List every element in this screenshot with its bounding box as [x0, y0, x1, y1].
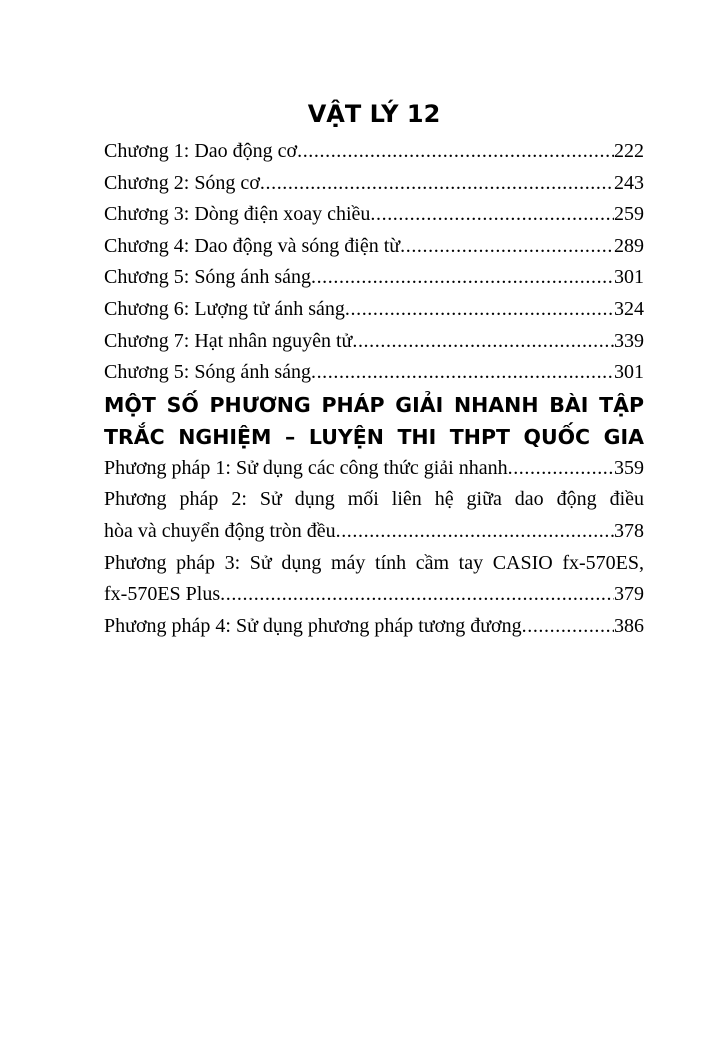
toc-entry-page: 222	[614, 140, 644, 162]
toc-entry-chapter-7	[104, 326, 644, 358]
toc-entry-label-line-2: fx-570ES Plus	[104, 583, 221, 606]
toc-leader-dots	[220, 579, 614, 611]
toc-entry-page: 259	[614, 203, 644, 226]
toc-entry-page: 378	[614, 519, 644, 542]
toc-entry-label-line-1: Phương pháp 2: Sử dụng mối liên hệ giữa dao động điều	[104, 488, 644, 511]
section-heading-line-1: MỘT SỐ PHƯƠNG PHÁP GIẢI NHANH BÀI TẬP	[104, 392, 644, 417]
toc-leader-dots	[345, 294, 614, 326]
toc-entry-label: Chương 5: Sóng ánh sáng	[104, 361, 311, 384]
toc-entry-label: Chương 2: Sóng cơ	[104, 171, 260, 194]
toc-entry-method-3	[104, 548, 644, 611]
toc-entry-label: Chương 7: Hạt nhân nguyên tử	[104, 329, 353, 352]
page-title: VẬT LÝ 12	[307, 100, 441, 128]
toc-entry-label: Phương pháp 1: Sử dụng các công thức giải nhanh	[104, 456, 508, 479]
toc-entry-chapter-1	[104, 136, 644, 168]
toc-entry-label: Chương 3: Dòng điện xoay chiều	[104, 203, 371, 226]
toc-entry-label: Chương 1: Dao động cơ	[104, 140, 298, 162]
toc-leader-dots	[400, 231, 614, 263]
toc-entry-chapter-2	[104, 168, 644, 200]
toc-entry-chapter-5	[104, 262, 644, 294]
toc-entry-chapter-4	[104, 231, 644, 263]
section-heading-line-2: TRẮC NGHIỆM – LUYỆN THI THPT QUỐC GIA	[104, 424, 644, 449]
toc-entry-page: 289	[614, 234, 644, 257]
toc-entry-method-1	[104, 453, 644, 485]
toc-entry-page: 243	[614, 171, 644, 194]
toc-leader-dots	[370, 199, 614, 231]
toc-entry-label: Chương 6: Lượng tử ánh sáng	[104, 297, 345, 320]
toc-entry-page: 359	[614, 456, 644, 479]
toc-entry-chapter-3	[104, 199, 644, 231]
method-list	[104, 453, 644, 643]
toc-entry-label-line-1: Phương pháp 3: Sử dụng máy tính cầm tay CASIO fx-570ES,	[104, 551, 644, 574]
toc-entry-page: 324	[614, 297, 644, 320]
toc-entry-page: 386	[614, 614, 644, 637]
toc-entry-page: 301	[614, 266, 644, 289]
toc-entry-label: Chương 5: Sóng ánh sáng	[104, 266, 311, 289]
toc-leader-dots	[508, 453, 614, 485]
toc-leader-dots	[311, 262, 614, 294]
table-of-contents	[104, 96, 644, 642]
toc-leader-dots	[352, 326, 614, 358]
toc-entry-page: 339	[614, 329, 644, 352]
section-heading	[104, 389, 644, 453]
toc-entry-method-2	[104, 484, 644, 547]
toc-leader-dots	[311, 357, 614, 389]
toc-leader-dots	[297, 136, 614, 168]
toc-entry-label: Phương pháp 4: Sử dụng phương pháp tương đương	[104, 614, 522, 637]
toc-leader-dots	[260, 168, 614, 200]
toc-entry-page: 301	[614, 361, 644, 384]
toc-entry-label: Chương 4: Dao động và sóng điện từ	[104, 234, 401, 257]
toc-leader-dots	[522, 611, 614, 643]
chapter-list	[104, 136, 644, 389]
toc-entry-continuation	[104, 516, 644, 548]
toc-entry-method-4	[104, 611, 644, 643]
toc-entry-chapter-5-repeat	[104, 357, 644, 389]
toc-entry-chapter-6	[104, 294, 644, 326]
toc-entry-continuation	[104, 579, 644, 611]
toc-entry-page: 379	[614, 583, 644, 606]
toc-entry-label-line-2: hòa và chuyển động tròn đều	[104, 519, 336, 542]
toc-leader-dots	[336, 516, 614, 548]
